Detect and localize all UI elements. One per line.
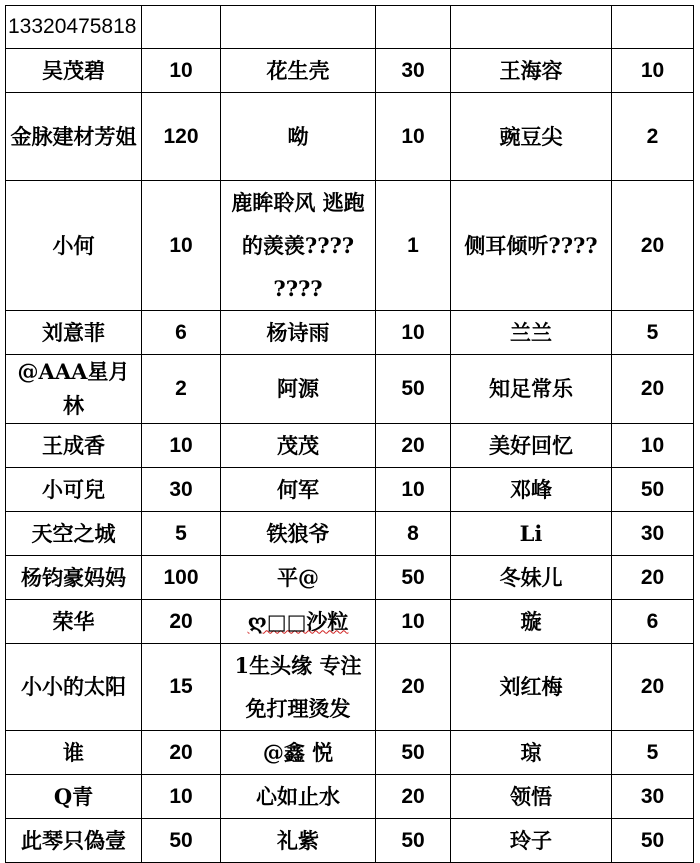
name-cell: 璇 — [451, 600, 612, 644]
amount-cell: 10 — [376, 93, 451, 181]
amount-cell: 5 — [142, 512, 221, 556]
table-row — [6, 731, 694, 775]
amount-cell: 30 — [142, 468, 221, 512]
amount-cell: 20 — [376, 424, 451, 468]
amount-cell: 10 — [612, 424, 694, 468]
amount-cell: 30 — [376, 49, 451, 93]
empty-cell — [451, 6, 612, 49]
amount-cell: 50 — [376, 819, 451, 863]
table-row — [6, 644, 694, 731]
name-cell: @鑫 悦 — [221, 731, 376, 775]
amount-cell: 10 — [376, 468, 451, 512]
empty-cell — [376, 6, 451, 49]
name-cell: 知足常乐 — [451, 355, 612, 424]
name-cell: 铁狼爷 — [221, 512, 376, 556]
amount-cell: 1 — [376, 181, 451, 311]
name-cell: 心如止水 — [221, 775, 376, 819]
name-cell: 美好回忆 — [451, 424, 612, 468]
name-cell: 花生壳 — [221, 49, 376, 93]
name-cell: 玲子 — [451, 819, 612, 863]
amount-cell: 10 — [142, 775, 221, 819]
amount-cell: 50 — [612, 819, 694, 863]
amount-cell: 2 — [612, 93, 694, 181]
amount-cell: 5 — [612, 311, 694, 355]
name-cell: 杨钧豪妈妈 — [6, 556, 142, 600]
name-cell: 刘意菲 — [6, 311, 142, 355]
amount-cell: 20 — [612, 181, 694, 311]
name-cell: 茂茂 — [221, 424, 376, 468]
name-cell: 呦 — [221, 93, 376, 181]
table-row — [6, 311, 694, 355]
amount-cell: 30 — [612, 775, 694, 819]
name-cell: 此琴只偽壹 — [6, 819, 142, 863]
name-cell: 平@ — [221, 556, 376, 600]
table-row — [6, 468, 694, 512]
amount-cell: 10 — [142, 49, 221, 93]
name-cell: 刘红梅 — [451, 644, 612, 731]
amount-cell: 10 — [376, 311, 451, 355]
name-cell: 侧耳倾听???? — [451, 181, 612, 311]
table-row — [6, 355, 694, 424]
amount-cell: 20 — [612, 355, 694, 424]
empty-cell — [142, 6, 221, 49]
amount-cell: 50 — [376, 556, 451, 600]
amount-cell: 6 — [142, 311, 221, 355]
amount-cell: 50 — [612, 468, 694, 512]
amount-cell: 15 — [142, 644, 221, 731]
table-row — [6, 600, 694, 644]
table-row — [6, 181, 694, 311]
amount-cell: 2 — [142, 355, 221, 424]
amount-cell: 5 — [612, 731, 694, 775]
amount-cell: 100 — [142, 556, 221, 600]
name-cell: 鹿眸聆风 逃跑的羡羡???? ???? — [221, 181, 376, 311]
empty-cell — [612, 6, 694, 49]
name-cell: 1生头缘 专注免打理烫发 — [221, 644, 376, 731]
name-cell: 吴茂碧 — [6, 49, 142, 93]
amount-cell: 20 — [376, 644, 451, 731]
name-cell: 王海容 — [451, 49, 612, 93]
name-cell: 阿源 — [221, 355, 376, 424]
name-cell: 琼 — [451, 731, 612, 775]
name-cell: 天空之城 — [6, 512, 142, 556]
name-cell: 礼紫 — [221, 819, 376, 863]
amount-cell: 20 — [142, 600, 221, 644]
empty-cell — [221, 6, 376, 49]
name-cell: 兰兰 — [451, 311, 612, 355]
phone-number-cell: 13320475818 — [6, 6, 142, 49]
amount-cell: 20 — [612, 644, 694, 731]
name-cell: 冬妹儿 — [451, 556, 612, 600]
amount-cell: 20 — [612, 556, 694, 600]
name-cell: 荣华 — [6, 600, 142, 644]
name-cell: 领悟 — [451, 775, 612, 819]
amount-cell: 6 — [612, 600, 694, 644]
name-cell: 豌豆尖 — [451, 93, 612, 181]
amount-cell: 50 — [376, 731, 451, 775]
name-cell: 小可兒 — [6, 468, 142, 512]
name-cell: 邓峰 — [451, 468, 612, 512]
name-cell: @AAA星月林 — [6, 355, 142, 424]
amount-cell: 10 — [142, 181, 221, 311]
donor-table — [5, 5, 694, 863]
amount-cell: 50 — [142, 819, 221, 863]
name-cell: 杨诗雨 — [221, 311, 376, 355]
amount-cell: 8 — [376, 512, 451, 556]
amount-cell: 50 — [376, 355, 451, 424]
name-cell — [221, 600, 376, 644]
amount-cell: 10 — [376, 600, 451, 644]
table-row — [6, 819, 694, 863]
table-row — [6, 49, 694, 93]
name-cell: 金脉建材芳姐 — [6, 93, 142, 181]
name-cell: 谁 — [6, 731, 142, 775]
amount-cell: 20 — [142, 731, 221, 775]
name-cell: Li — [451, 512, 612, 556]
name-text: ღ□□沙粒 — [247, 608, 349, 634]
amount-cell: 120 — [142, 93, 221, 181]
amount-cell: 20 — [376, 775, 451, 819]
table-row — [6, 775, 694, 819]
name-cell: 小何 — [6, 181, 142, 311]
table-row — [6, 424, 694, 468]
table-row — [6, 93, 694, 181]
amount-cell: 10 — [142, 424, 221, 468]
name-cell: Q青 — [6, 775, 142, 819]
amount-cell: 30 — [612, 512, 694, 556]
amount-cell: 10 — [612, 49, 694, 93]
name-cell: 何军 — [221, 468, 376, 512]
table-row — [6, 512, 694, 556]
table-header-row — [6, 6, 694, 49]
name-cell: 小小的太阳 — [6, 644, 142, 731]
name-cell: 王成香 — [6, 424, 142, 468]
table-row — [6, 556, 694, 600]
